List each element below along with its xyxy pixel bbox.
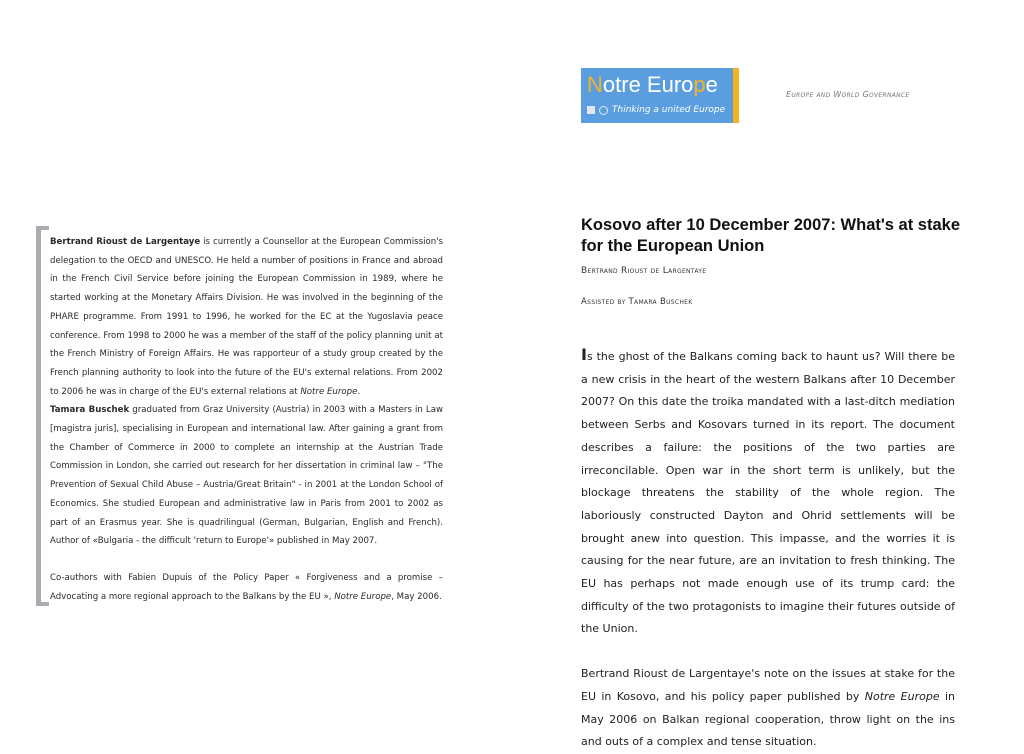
square-icon bbox=[587, 106, 595, 114]
bracket-top bbox=[36, 226, 49, 230]
notre-europe-logo bbox=[581, 68, 739, 123]
coauthors-note: Co-authors with Fabien Dupuis of the Policy Paper « Forgiveness and a promise – Advocating a more regional approach to the Balkans by the EU », Notre Europe, May 2006. bbox=[50, 572, 443, 602]
document-title: Kosovo after 10 December 2007: What's at stake for the European Union bbox=[581, 216, 961, 255]
abstract bbox=[581, 344, 955, 754]
author: Bertrand Rioust de Largentaye bbox=[581, 266, 707, 276]
author-bios bbox=[50, 233, 443, 606]
logo-name: Notre Europe bbox=[587, 72, 718, 97]
assisted-by: Assisted by Tamara Buschek bbox=[581, 297, 693, 307]
bracket-bottom bbox=[36, 602, 49, 606]
bio-bertrand: Bertrand Rioust de Largentaye is currently a Counsellor at the European Commission's delegation to the OECD and UNESCO. He held a number of positions in France and abroad in the French Civil Service before joining the European Commission in 1989, where he started working at the Monetary Affairs Division. He was involved in the beginning of the PHARE programme. From 1991 to 1996, he worked for the EC at the Yugoslavia peace conference. From 1998 to 2000 he was a member of the staff of the policy planning unit at the French Ministry of Foreign Affairs. He was rapporteur of a study group created by the French planning authority to look into the future of the EU's external relations. From 2002 to 2006 he was in charge of the EU's external relations at Notre Europe. bbox=[50, 237, 444, 397]
bio-tamara: Tamara Buschek graduated from Graz University (Austria) in 2003 with a Masters in Law [magistra juris], specialising in European and international law. After gaining a grant from the Chamber of Commerce in 2000 to complete an internship at the Austrian Trade Commission in London, she carried out research for her dissertation in criminal law – "The Prevention of Sexual Child Abuse – Austria/Great Britain" - in 2001 at the London School of Economics. She studied European and administrative law in Paris from 2001 to 2002 as part of an Erasmus year. She is quadrilingual (German, Bulgarian, English and French). Author of «Bulgaria - the difficult 'return to Europe'» published in May 2007. bbox=[50, 405, 443, 547]
bracket-bar bbox=[36, 226, 41, 606]
series-label: Europe and World Governance bbox=[786, 90, 910, 99]
circle-icon bbox=[599, 106, 608, 115]
logo-tagline: Thinking a united Europe bbox=[587, 105, 725, 115]
abstract-paragraph-2: Bertrand Rioust de Largentaye's note on the issues at stake for the EU in Kosovo, and his policy paper published by Notre Europe in May 2006 on Balkan regional cooperation, throw light on the ins and outs of a complex and tense situation. bbox=[581, 667, 956, 749]
abstract-paragraph-1: Is the ghost of the Balkans coming back to haunt us? Will there be a new crisis in the heart of the western Balkans after 10 December 2007? On this date the troika mandated with a last-ditch mediation between Serbs and Kosovars turned in its report. The document describes a failure: the positions of the two parties are irreconcilable. Open war in the short term is unlikely, but the blockage threatens the stability of the whole region. The laboriously constructed Dayton and Ohrid settlements will be brought anew into question. This impasse, and the worries it is causing for the near future, are an invitation to fresh thinking. The EU has perhaps not made enough use of its trump card: the difficulty of the two protagonists to imagine their futures outside of the Union. bbox=[581, 345, 955, 636]
